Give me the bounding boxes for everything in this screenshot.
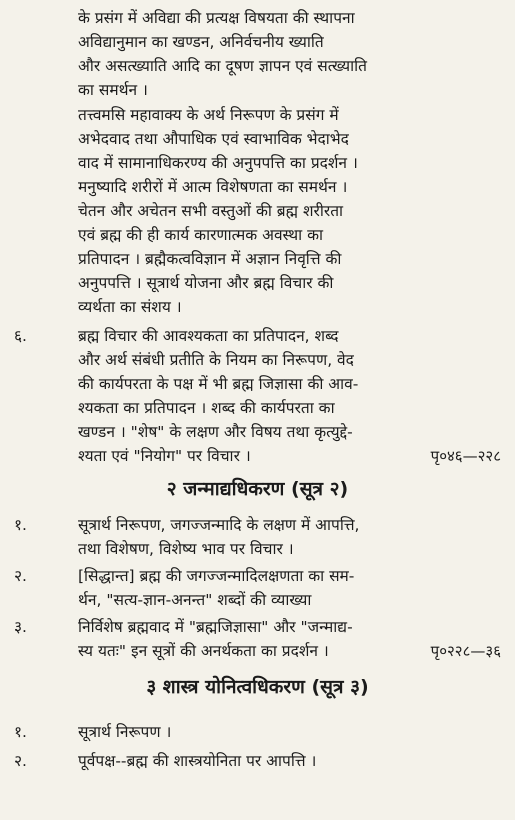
intro-line: वाद में सामानाधिकरण्य की अनुपपत्ति का प्रदर्शन । bbox=[78, 154, 358, 172]
intro-line: मनुष्यादि शरीरों में आत्म विशेषणता का समर्थन । bbox=[78, 178, 348, 196]
item-number: २. bbox=[14, 567, 27, 585]
item-line: और अर्थ संबंधी प्रतीति के नियम का निरूपण, वेद bbox=[78, 351, 354, 369]
intro-line: अभेदवाद तथा औपाधिक एवं स्वाभाविक भेदाभेद bbox=[78, 130, 349, 148]
item-line: निर्विशेष ब्रह्मवाद में "ब्रह्मजिज्ञासा" और "जन्माद्य- bbox=[78, 618, 353, 636]
intro-line: तत्त्वमसि महावाक्य के अर्थ निरूपण के प्रसंग में bbox=[78, 106, 339, 124]
item-line: श्यता एवं "नियोग" पर विचार । bbox=[78, 447, 251, 465]
item-line: सूत्रार्थ निरूपण, जगज्जन्मादि के लक्षण में आपत्ति, bbox=[78, 516, 360, 534]
intro-line: और असत्ख्याति आदि का दूषण ज्ञापन एवं सत्ख्याति bbox=[78, 57, 367, 75]
intro-line: एवं ब्रह्म की ही कार्य कारणात्मक अवस्था का bbox=[78, 226, 324, 244]
item-line: ब्रह्म विचार की आवश्यकता का प्रतिपादन, शब्द bbox=[78, 327, 339, 345]
item-line: स्य यतः" इन सूत्रों की अनर्थकता का प्रदर्शन । bbox=[78, 642, 329, 660]
item-number: २. bbox=[14, 752, 27, 770]
intro-line: व्यर्थता का संशय । bbox=[78, 298, 182, 316]
intro-line: के प्रसंग में अविद्या की प्रत्यक्ष विषयता की स्थापना bbox=[78, 9, 355, 27]
intro-line: चेतन और अचेतन सभी वस्तुओं की ब्रह्म शरीरता bbox=[78, 202, 344, 220]
item-line: खण्डन । "शेष" के लक्षण और विषय तथा कृत्युद्दे- bbox=[78, 423, 353, 441]
item-line: पूर्वपक्ष--ब्रह्म की शास्त्रयोनिता पर आपत्ति । bbox=[78, 752, 317, 770]
item-line: सूत्रार्थ निरूपण । bbox=[78, 723, 172, 741]
item-number: १. bbox=[14, 723, 27, 741]
item-number: ६. bbox=[14, 327, 27, 345]
item-line: श्यकता का प्रतिपादन । शब्द की कार्यपरता का bbox=[78, 399, 335, 417]
intro-line: अनुपपत्ति । सूत्रार्थ योजना और ब्रह्म विचार की bbox=[78, 274, 334, 292]
intro-line: का समर्थन । bbox=[78, 81, 148, 99]
item-number: १. bbox=[14, 516, 27, 534]
item-line: [सिद्धान्त] ब्रह्म की जगज्जन्मादिलक्षणता का सम- bbox=[78, 567, 355, 585]
section-heading: ३ शास्त्र योनित्वधिकरण (सूत्र ३) bbox=[146, 676, 369, 698]
item-line: र्थन, "सत्य-ज्ञान-अनन्त" शब्दों की व्याख्या bbox=[78, 591, 312, 609]
intro-line: प्रतिपादन । ब्रह्मैकत्वविज्ञान में अज्ञान निवृत्ति की bbox=[78, 250, 342, 268]
page-reference: पृ०४६—२२८ bbox=[430, 447, 501, 465]
page-reference: पृ०२२८—३६ bbox=[430, 642, 501, 660]
intro-line: अविद्यानुमान का खण्डन, अनिर्वचनीय ख्याति bbox=[78, 33, 324, 51]
item-line: की कार्यपरता के पक्ष में भी ब्रह्म जिज्ञासा की आव- bbox=[78, 375, 359, 393]
item-line: तथा विशेषण, विशेष्य भाव पर विचार । bbox=[78, 540, 294, 558]
item-number: ३. bbox=[14, 618, 27, 636]
section-heading: २ जन्माद्यधिकरण (सूत्र २) bbox=[166, 478, 349, 500]
